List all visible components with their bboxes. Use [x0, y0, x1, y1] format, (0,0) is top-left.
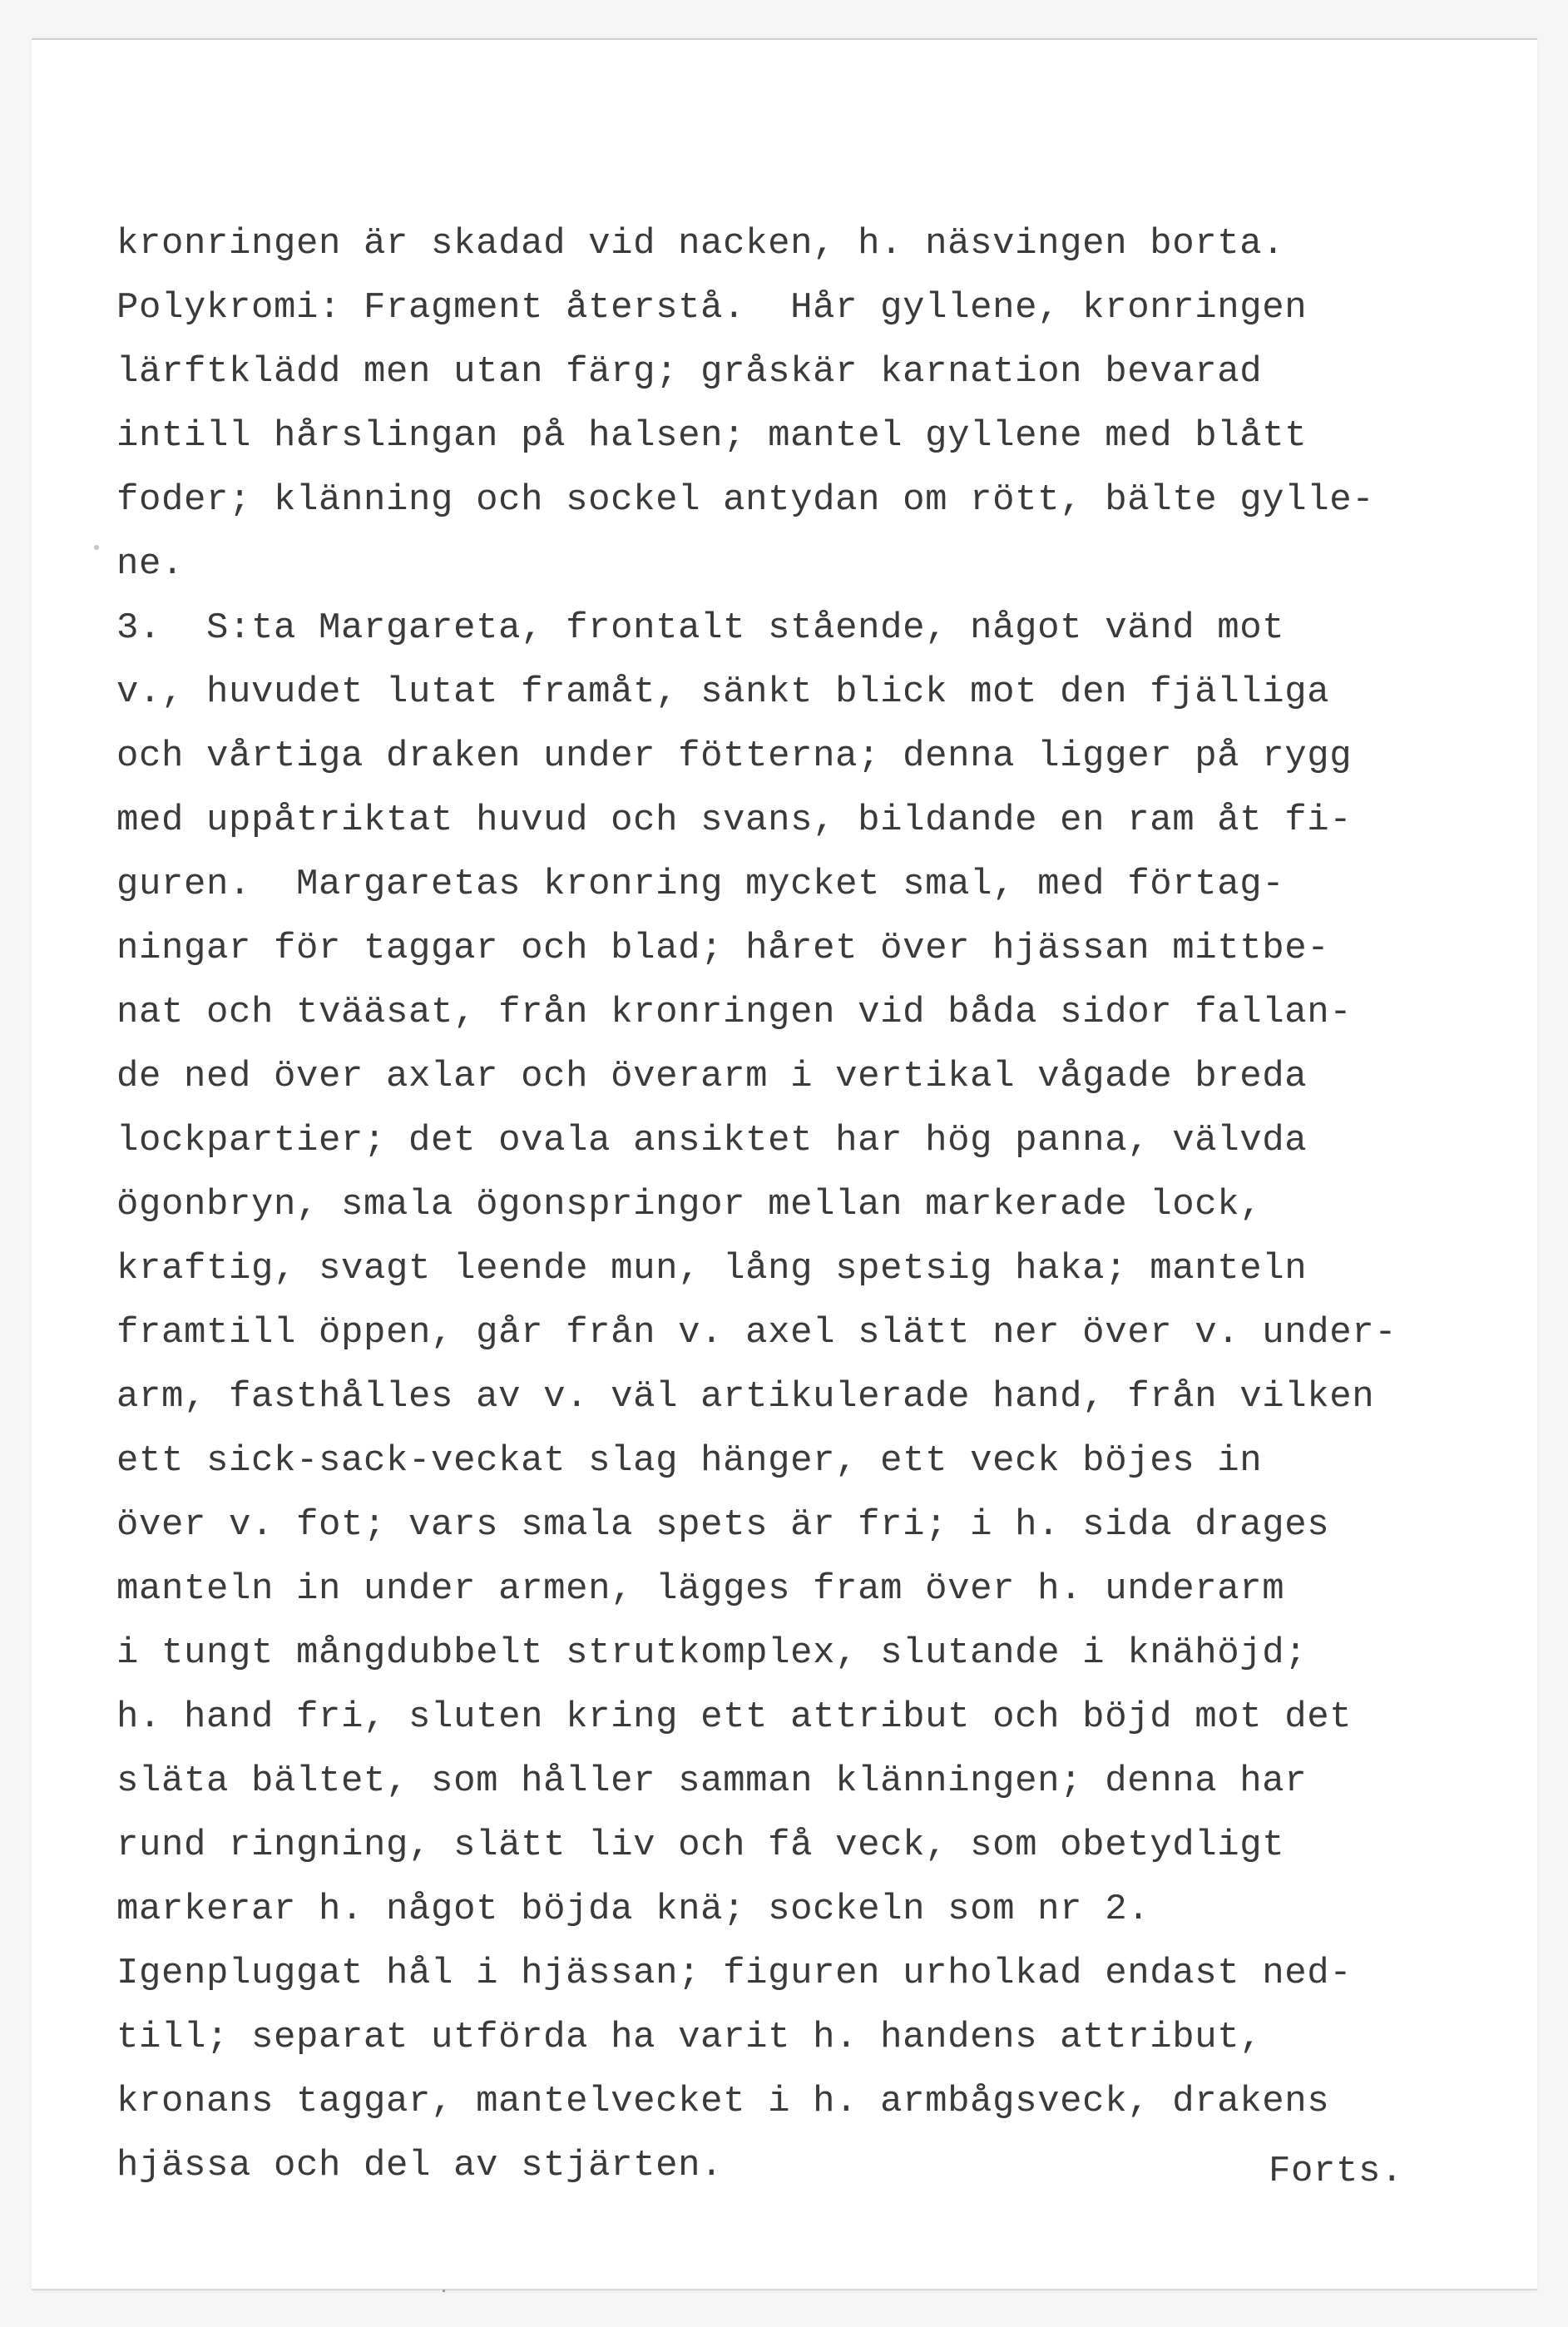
text-line: över v. fot; vars smala spets är fri; i h. sida drages — [116, 1504, 1330, 1546]
text-line: lärftklädd men utan färg; gråskär karnation bevarad — [116, 351, 1263, 393]
text-line: manteln in under armen, lägges fram över h. underarm — [116, 1568, 1285, 1610]
paper-speck — [443, 2290, 445, 2292]
text-line: lockpartier; det ovala ansiktet har hög panna, välvda — [116, 1120, 1308, 1161]
text-line: foder; klänning och sockel antydan om rött, bälte gylle- — [116, 479, 1375, 521]
text-line: h. hand fri, sluten kring ett attribut och böjd mot det — [116, 1696, 1353, 1738]
text-line: i tungt mångdubbelt strutkomplex, slutande i knähöjd; — [116, 1632, 1308, 1674]
text-line: intill hårslingan på halsen; mantel gyllene med blått — [116, 415, 1308, 457]
text-line: ögonbryn, smala ögonspringor mellan markerade lock, — [116, 1184, 1263, 1225]
text-line: kronans taggar, mantelvecket i h. armbågsveck, drakens — [116, 2081, 1330, 2122]
text-line: framtill öppen, går från v. axel slätt ner över v. under- — [116, 1312, 1397, 1354]
text-line: och vårtiga draken under fötterna; denna ligger på rygg — [116, 735, 1353, 777]
text-line: hjässa och del av stjärten. — [116, 2145, 724, 2186]
continued-label: Forts. — [1269, 2151, 1404, 2192]
text-line: de ned över axlar och överarm i vertikal vågade breda — [116, 1056, 1308, 1097]
text-line: ne. — [116, 543, 185, 585]
text-line: guren. Margaretas kronring mycket smal, med förtag- — [116, 864, 1285, 905]
text-line: kronringen är skadad vid nacken, h. näsvingen borta. — [116, 223, 1285, 265]
text-line: Polykromi: Fragment återstå. Hår gyllene, kronringen — [116, 287, 1308, 329]
text-line: släta bältet, som håller samman klänningen; denna har — [116, 1760, 1308, 1802]
text-line: med uppåtriktat huvud och svans, bildande en ram åt fi- — [116, 800, 1353, 841]
text-line: till; separat utförda ha varit h. handens attribut, — [116, 2017, 1263, 2058]
text-line: ningar för taggar och blad; håret över hjässan mittbe- — [116, 928, 1330, 969]
text-line: kraftig, svagt leende mun, lång spetsig haka; manteln — [116, 1248, 1308, 1290]
margin-mark — [94, 545, 99, 550]
text-line: arm, fasthålles av v. väl artikulerade hand, från vilken — [116, 1376, 1375, 1418]
text-line: Igenpluggat hål i hjässan; figuren urholkad endast ned- — [116, 1953, 1353, 1994]
page-bottom-edge — [32, 2289, 1537, 2290]
text-line: markerar h. något böjda knä; sockeln som nr 2. — [116, 1889, 1150, 1930]
text-line: nat och tvääsat, från kronringen vid båda sidor fallan- — [116, 992, 1353, 1033]
typewritten-text-body — [116, 212, 1547, 2198]
text-line: v., huvudet lutat framåt, sänkt blick mot den fjälliga — [116, 671, 1330, 713]
text-line: ett sick-sack-veckat slag hänger, ett veck böjes in — [116, 1440, 1263, 1482]
text-line: 3. S:ta Margareta, frontalt stående, något vänd mot — [116, 607, 1285, 649]
text-line: rund ringning, slätt liv och få veck, som obetydligt — [116, 1824, 1285, 1866]
